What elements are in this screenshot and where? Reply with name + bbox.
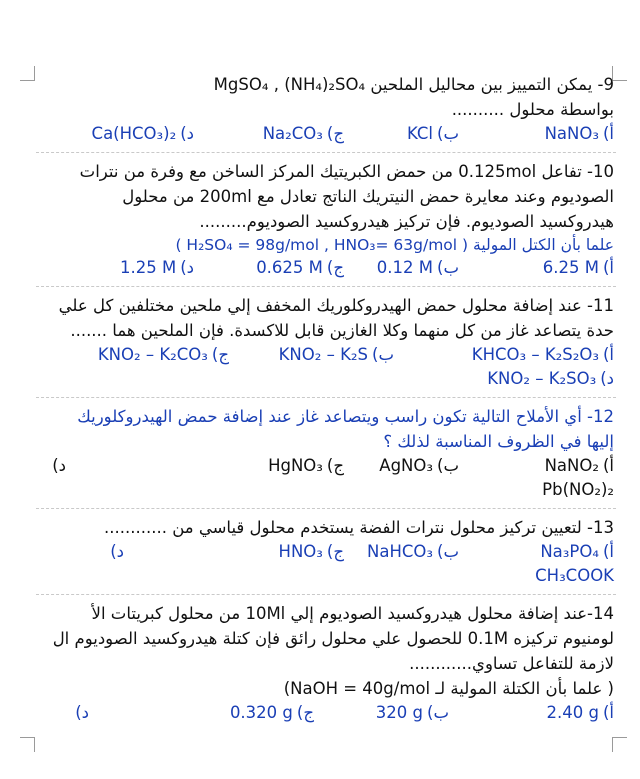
question-12-options xyxy=(38,454,614,478)
option-b[interactable]: ب)KCl xyxy=(406,124,459,143)
option-c[interactable]: ج)KNO₂ – K₂CO₃ xyxy=(97,345,229,364)
option-d-text: Pb(NO₂)₂ xyxy=(542,480,614,499)
question-12 xyxy=(36,404,616,502)
option-b[interactable]: ب)KNO₂ – K₂S xyxy=(278,345,394,364)
question-9 xyxy=(36,72,616,146)
question-14-note: ( علما بأن الكتلة المولية لـ NaOH = 40g/mol) xyxy=(283,679,614,698)
option-c[interactable]: ج)HNO₃ xyxy=(278,542,344,561)
option-d[interactable]: د)KNO₂ – K₂SO₃ xyxy=(487,369,614,388)
option-c[interactable]: ج)0.625 M xyxy=(256,258,344,277)
question-13-options xyxy=(38,540,614,564)
question-11-line-2: حدة يتصاعد غاز من كل منهما وكلا الغازين قابل للاكسدة. فإن الملحين هما ....... xyxy=(70,321,614,340)
question-11-options-row-2 xyxy=(38,367,614,391)
question-9-options xyxy=(38,122,614,146)
option-d-letter[interactable]: د) xyxy=(110,542,124,561)
corner-mark-top-left xyxy=(20,66,35,81)
question-10-line-1: 10- تفاعل 0.125mol من حمض الكبريتيك المركز الساخن مع وفرة من نترات xyxy=(79,162,614,181)
question-13 xyxy=(36,515,616,588)
divider xyxy=(36,152,616,153)
option-d[interactable]: د)1.25 M xyxy=(119,258,194,277)
option-a[interactable]: أ)NaNO₂ xyxy=(544,456,614,475)
question-14-line-1: 14-عند إضافة محلول هيدروكسيد الصوديوم إلي 10Ml من محلول كبريتات الأ xyxy=(91,604,614,623)
question-12-line-2: إليها في الظروف المناسبة لذلك ؟ xyxy=(383,432,614,451)
option-c[interactable]: ج)Na₂CO₃ xyxy=(262,124,344,143)
corner-mark-bottom-right xyxy=(612,737,627,752)
divider xyxy=(36,397,616,398)
question-14-options xyxy=(38,701,614,725)
option-c[interactable]: ج)0.320 g xyxy=(229,703,314,722)
question-11-line-1: 11- عند إضافة محلول حمض الهيدروكلوريك المخفف إلي ملحين مختلفين كل علي xyxy=(58,296,614,315)
question-11-options-row-1 xyxy=(38,343,614,367)
question-10-options xyxy=(38,256,614,280)
question-10-line-3: هيدروكسيد الصوديوم. فإن تركيز هيدروكسيد الصوديوم......... xyxy=(199,212,614,231)
divider xyxy=(36,286,616,287)
question-14-line-2: لومنيوم تركيزه 0.1M للحصول علي محلول رائق فإن كتلة هيدروكسيد الصوديوم ال xyxy=(52,629,614,648)
option-a[interactable]: أ)Na₃PO₄ xyxy=(540,542,614,561)
corner-mark-bottom-left xyxy=(20,737,35,752)
question-9-line-2: بواسطة محلول .......... xyxy=(451,100,614,119)
question-13-options-row-2 xyxy=(38,564,614,588)
question-13-line-1: 13- لتعيين تركيز محلول نترات الفضة يستخدم محلول قياسي من ............ xyxy=(104,518,614,537)
question-14 xyxy=(36,601,616,725)
option-c[interactable]: ج)HgNO₃ xyxy=(268,456,344,475)
option-a[interactable]: أ)NaNO₃ xyxy=(544,124,614,143)
question-14-line-3: لازمة للتفاعل تساوي............ xyxy=(409,654,614,673)
question-9-line-1: 9- يمكن التمييز بين محاليل الملحين MgSO₄ , (NH₄)₂SO₄ xyxy=(213,75,614,94)
question-12-options-row-2 xyxy=(38,478,614,502)
option-b[interactable]: ب)320 g xyxy=(375,703,449,722)
question-10 xyxy=(36,159,616,280)
question-11 xyxy=(36,293,616,391)
option-d-letter[interactable]: د) xyxy=(52,456,66,475)
option-a[interactable]: أ)2.40 g xyxy=(546,703,614,722)
option-d-text: CH₃COOK xyxy=(535,566,614,585)
option-d[interactable]: د) xyxy=(75,703,89,722)
divider xyxy=(36,594,616,595)
exam-page xyxy=(36,72,616,725)
question-10-note: علما بأن الكتل المولية ( H₂SO₄ = 98g/mol , HNO₃= 63g/mol ) xyxy=(175,236,614,254)
option-a[interactable]: أ)6.25 M xyxy=(542,258,614,277)
option-b[interactable]: ب)AgNO₃ xyxy=(379,456,459,475)
question-12-line-1: 12- أي الأملاح التالية تكون راسب ويتصاعد غاز عند إضافة حمض الهيدروكلوريك xyxy=(77,407,614,426)
option-a[interactable]: أ)KHCO₃ – K₂S₂O₃ xyxy=(471,345,614,364)
option-b[interactable]: ب)0.12 M xyxy=(376,258,459,277)
option-d[interactable]: د)Ca(HCO₃)₂ xyxy=(91,124,194,143)
divider xyxy=(36,508,616,509)
option-b[interactable]: ب)NaHCO₃ xyxy=(367,542,459,561)
question-10-line-2: الصوديوم وعند معايرة حمض النيتريك الناتج تعادل مع 200ml من محلول xyxy=(122,187,614,206)
